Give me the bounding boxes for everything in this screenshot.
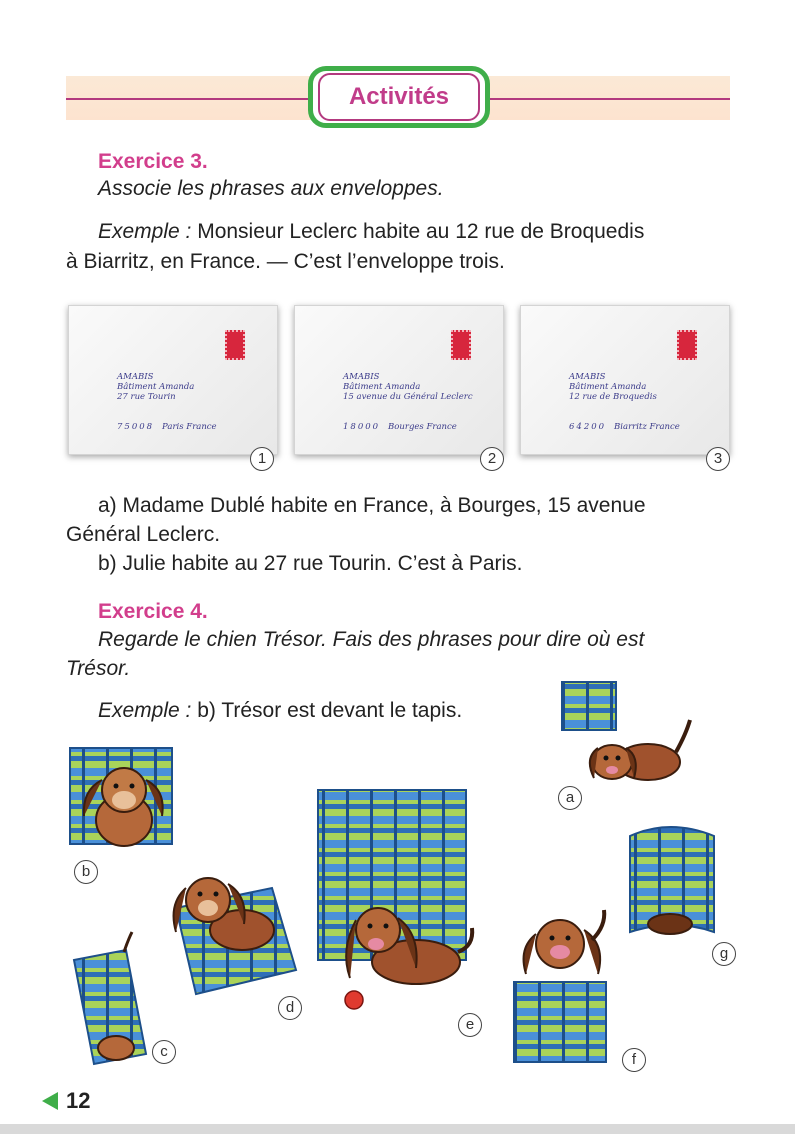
- stamp-icon: [451, 330, 471, 360]
- scene-f: [514, 910, 606, 1062]
- envelope-3: [520, 305, 730, 455]
- label-c: c: [152, 1040, 176, 1064]
- address-name: AMABIS: [569, 372, 606, 382]
- scene-a: [562, 682, 690, 780]
- city: Biarritz France: [614, 422, 680, 432]
- address-name: AMABIS: [117, 372, 154, 382]
- envelope-2: [294, 305, 504, 455]
- page-title: Activités: [348, 83, 450, 110]
- envelope-zipline: [343, 422, 457, 432]
- scene-d: [174, 878, 296, 994]
- dog-rug-illustration: [0, 670, 795, 1090]
- envelope-address: [569, 372, 657, 402]
- envelope-number-1: 1: [250, 447, 274, 471]
- dog-icon: [524, 910, 605, 974]
- page-number: 12: [66, 1088, 91, 1113]
- city: Bourges France: [388, 422, 457, 432]
- address-line2: 12 rue de Broquedis: [569, 392, 657, 402]
- example-text: b) Trésor est devant le tapis.: [191, 699, 463, 722]
- page-arrow-icon: [42, 1092, 58, 1110]
- label-e: e: [458, 1013, 482, 1037]
- label-d: d: [278, 996, 302, 1020]
- rug-icon: [514, 982, 606, 1062]
- scene-c: [74, 932, 146, 1064]
- scene-b: [70, 748, 172, 846]
- scene-e: [318, 790, 472, 1009]
- sentence-b: b) Julie habite au 27 rue Tourin. C’est à Paris.: [98, 552, 523, 575]
- address-line1: Bâtiment Amanda: [343, 382, 421, 392]
- address-line2: 15 avenue du Général Leclerc: [343, 392, 473, 402]
- example-label: Exemple :: [98, 699, 192, 722]
- sentence-a-cont: Général Leclerc.: [66, 523, 221, 546]
- sentence-a: a) Madame Dublé habite en France, à Bourges, 15 avenue: [98, 494, 646, 517]
- label-f: f: [622, 1048, 646, 1072]
- exercise-3-instruction: Associe les phrases aux enveloppes.: [98, 177, 444, 200]
- example-text: Monsieur Leclerc habite au 12 rue de Broquedis: [191, 220, 645, 243]
- city: Paris France: [162, 422, 217, 432]
- stamp-icon: [677, 330, 697, 360]
- address-line2: 27 rue Tourin: [117, 392, 176, 402]
- exercise-3-example: [98, 218, 644, 246]
- address-line1: Bâtiment Amanda: [569, 382, 647, 392]
- bottom-bar: [0, 1124, 795, 1134]
- scene-g: [630, 827, 714, 934]
- ball-icon: [345, 991, 363, 1009]
- envelope-1: [68, 305, 278, 455]
- dog-icon: [648, 914, 692, 934]
- label-a: a: [558, 786, 582, 810]
- exercise-3-example-cont: à Biarritz, en France. — C’est l’enveloppe trois.: [66, 250, 505, 273]
- envelope-address: [343, 372, 473, 402]
- label-b: b: [74, 860, 98, 884]
- stamp-icon: [225, 330, 245, 360]
- header-title-box: [318, 73, 480, 121]
- envelope-zipline: [569, 422, 680, 432]
- zip-code: 64200: [569, 422, 607, 432]
- exercise-3-title: Exercice 3.: [98, 150, 208, 173]
- zip-code: 18000: [343, 422, 381, 432]
- label-g: g: [712, 942, 736, 966]
- envelope-zipline: [117, 422, 217, 432]
- envelope-number-3: 3: [706, 447, 730, 471]
- rug-icon: [562, 682, 616, 730]
- exercise-4-title: Exercice 4.: [98, 600, 208, 623]
- exercise-4-instruction-cont: Trésor.: [66, 657, 131, 680]
- address-line1: Bâtiment Amanda: [117, 382, 195, 392]
- zip-code: 75008: [117, 422, 155, 432]
- example-label: Exemple :: [98, 220, 192, 243]
- exercise-4-instruction: Regarde le chien Trésor. Fais des phrases pour dire où est: [98, 628, 645, 651]
- envelope-number-2: 2: [480, 447, 504, 471]
- address-name: AMABIS: [343, 372, 380, 382]
- dog-icon: [98, 1036, 134, 1060]
- envelope-address: [117, 372, 194, 402]
